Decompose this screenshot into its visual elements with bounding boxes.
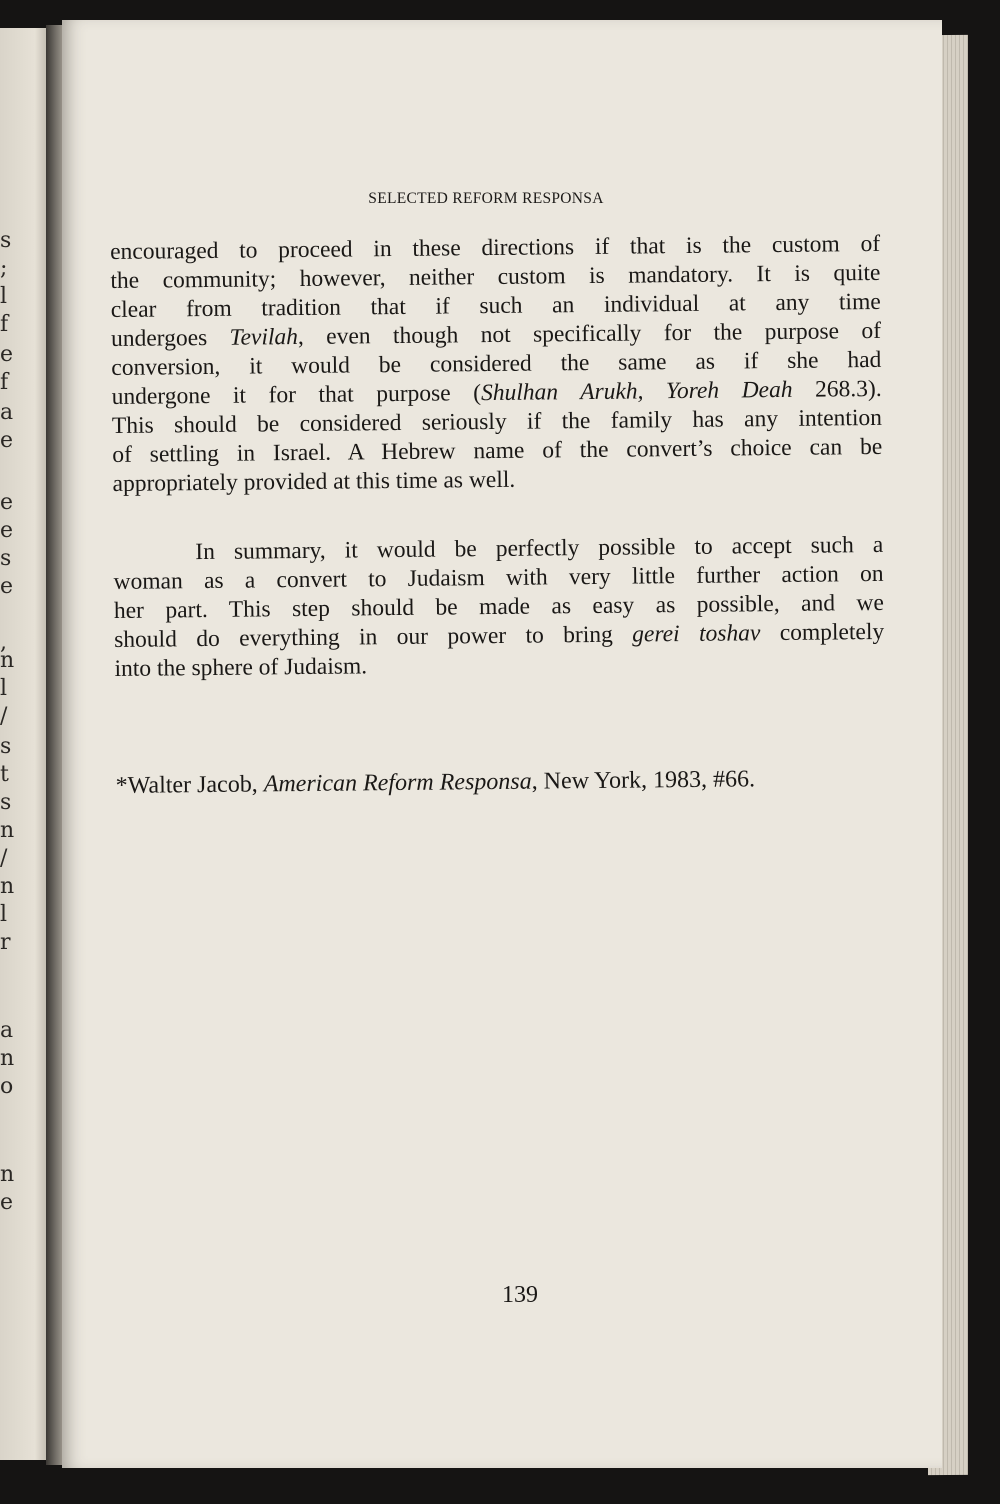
page-number: 139 [502, 1282, 538, 1308]
text-line: In summary, it would be perfectly possible to accept such a [195, 531, 884, 566]
footnote-line: *Walter Jacob, American Reform Responsa, New York, 1983, #66. [115, 766, 756, 799]
text-line: undergoes Tevilah, even though not specifically for the purpose of [110, 317, 882, 352]
left-page-edge [0, 28, 50, 1460]
text-line: the community; however, neither custom is mandatory. It is quite [110, 259, 881, 294]
italic-term-gerei-toshav: gerei toshav [632, 620, 761, 648]
text-line: undergone it for that purpose (Shulhan Arukh, Yoreh Deah 268.3). [111, 375, 882, 410]
text-line: encouraged to proceed in these directions if that is the custom of [110, 230, 881, 265]
left-page-cut-text: s ; l f e f a e e e s e , n l / s t s n / n l r a n o n e [0, 228, 15, 1215]
text-line: clear from tradition that if such an individual at any time [110, 288, 881, 323]
text-line: should do everything in our power to bring gerei toshav completely [114, 618, 885, 653]
paragraph-1 [110, 230, 883, 499]
text-line: woman as a convert to Judaism with very little further action on [113, 560, 884, 595]
text-line: appropriately provided at this time as well. [112, 466, 516, 497]
text-line: her part. This step should be made as easy as possible, and we [113, 589, 884, 624]
italic-term-tevilah: Tevilah [229, 324, 299, 351]
paragraph-2 [113, 531, 884, 684]
running-header: SELECTED REFORM RESPONSA [368, 190, 604, 207]
text-line: This should be considered seriously if the family has any intention [111, 404, 883, 439]
footnote-book-title: American Reform Responsa [263, 768, 532, 798]
italic-citation: Shulhan Arukh, Yoreh Deah [480, 376, 793, 407]
text-line: into the sphere of Judaism. [114, 653, 368, 682]
text-line: of settling in Israel. A Hebrew name of the convert’s choice can be [112, 433, 883, 468]
body-text [110, 230, 886, 801]
book-page [62, 20, 942, 1468]
text-line: conversion, it would be considered the same as if she had [111, 346, 882, 381]
